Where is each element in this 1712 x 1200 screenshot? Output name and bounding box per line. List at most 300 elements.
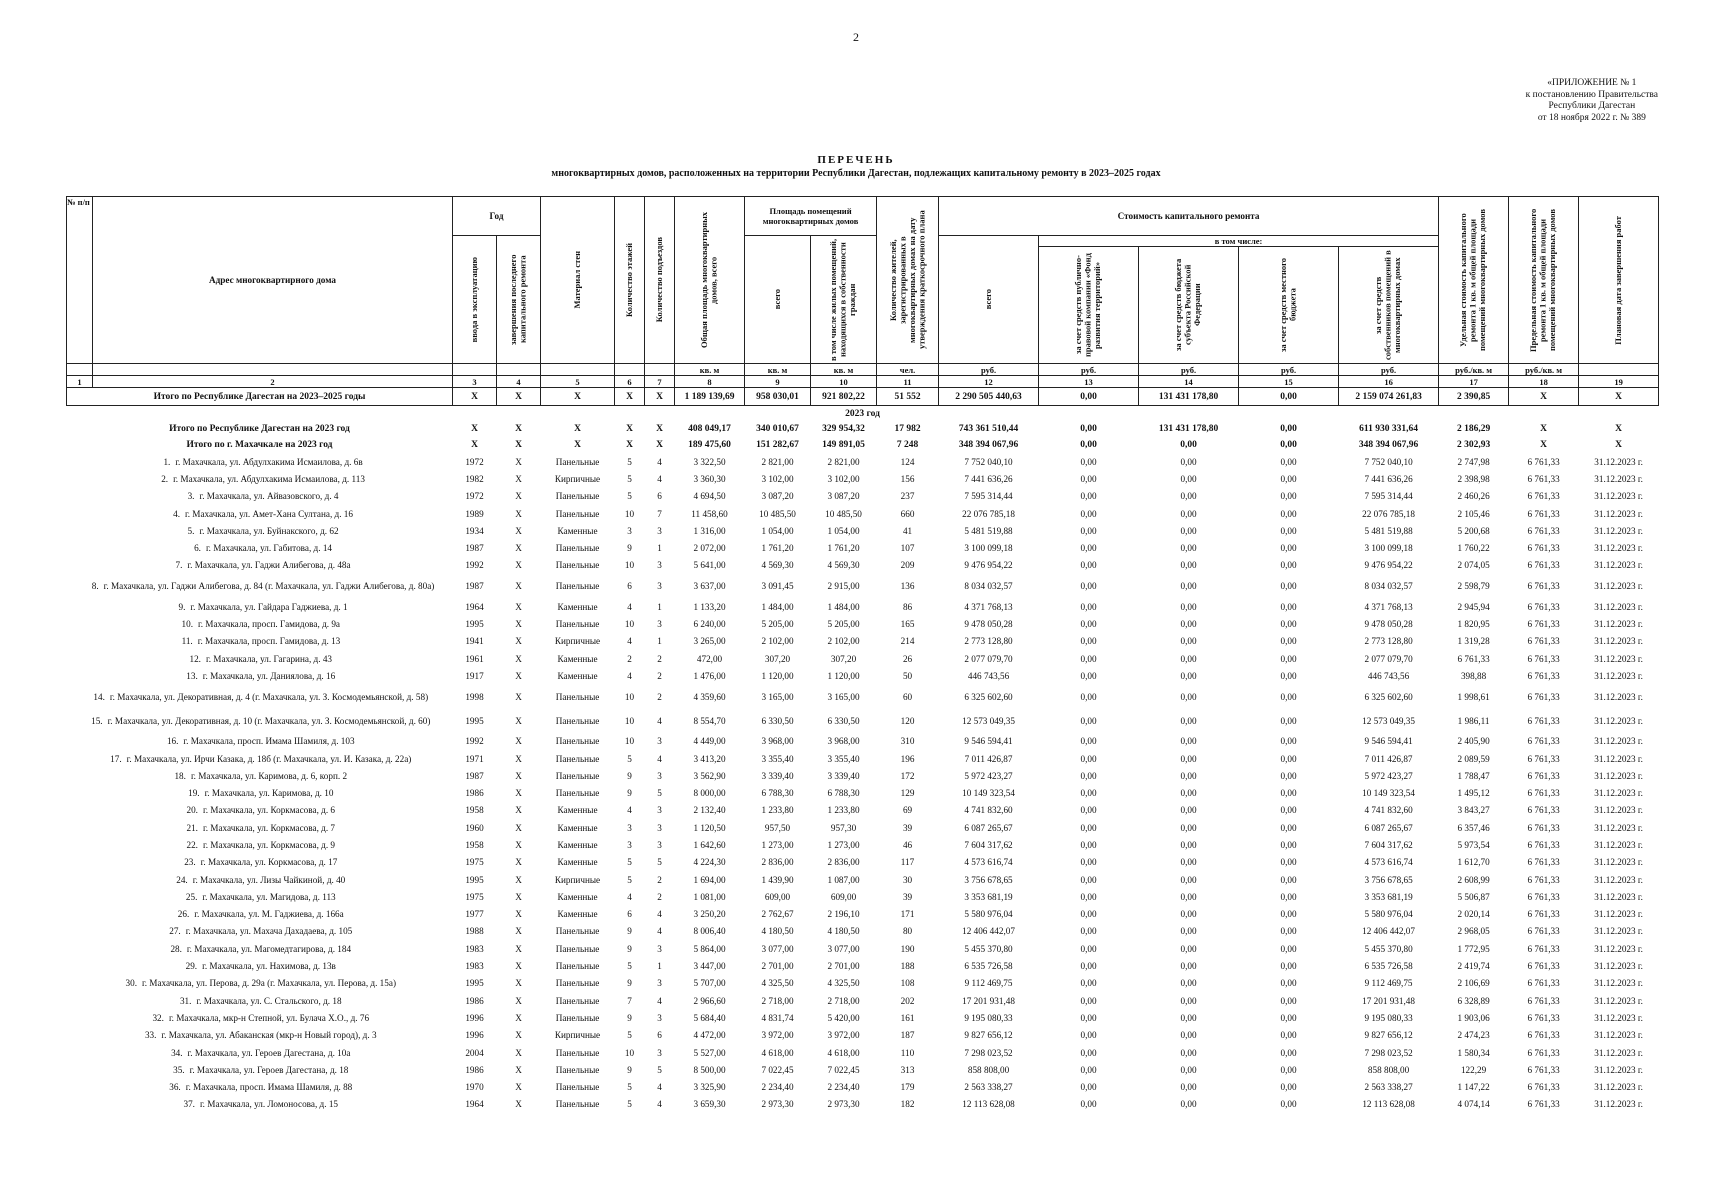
data-cell: 6 761,33 (1527, 926, 1560, 937)
unit-cell: чел. (877, 364, 939, 376)
data-cell: 1 (657, 543, 662, 554)
data-cell: 5 641,00 (693, 560, 726, 571)
total-cell: X (626, 440, 633, 450)
data-cell: X (515, 909, 522, 920)
data-cell: 2 915,00 (827, 581, 860, 592)
data-cell: 307,20 (764, 653, 791, 664)
address-cell (67, 650, 453, 667)
data-cell: 22 076 785,18 (962, 508, 1015, 519)
column-number-cell: 12 (939, 376, 1039, 388)
data-cell: 7 022,45 (761, 1064, 794, 1075)
address-text: г. Махачкала, ул. М. Гаджиева, д. 166а (194, 909, 344, 920)
table-row (67, 470, 1659, 487)
table-row (67, 1044, 1659, 1061)
total-cell: X (471, 424, 478, 434)
data-cell: 0,00 (1180, 508, 1197, 519)
data-cell: 4 (627, 636, 632, 647)
data-cell: 1 986,11 (1457, 715, 1490, 726)
column-number-cell: 1 (67, 376, 93, 388)
data-cell: 6 761,33 (1527, 543, 1560, 554)
data-cell: Каменные (557, 857, 598, 868)
data-cell: 2 106,69 (1457, 978, 1490, 989)
data-cell: 0,00 (1280, 653, 1297, 664)
data-cell: 31.12.2023 г. (1594, 715, 1643, 726)
address-cell (67, 1009, 453, 1026)
data-cell: 3 (657, 822, 662, 833)
data-cell: 0,00 (1180, 1012, 1197, 1023)
data-cell: 6 761,33 (1527, 1030, 1560, 1041)
data-cell: X (515, 926, 522, 937)
data-cell: 0,00 (1280, 601, 1297, 612)
table-row (67, 1096, 1659, 1113)
data-cell: 69 (902, 805, 913, 816)
data-cell: 9 112 469,75 (1364, 978, 1413, 989)
table-row (67, 709, 1659, 733)
data-cell: 7 441 636,26 (1364, 473, 1413, 484)
data-cell: 1 273,00 (761, 839, 794, 850)
data-cell: 2 821,00 (827, 456, 860, 467)
data-cell: 0,00 (1280, 788, 1297, 799)
address-text: г. Махачкала, ул. Декоративная, д. 4 (г. Махачкала, ул. З. Космодемьянской, д. 58) (109, 691, 429, 702)
address-text: г. Махачкала, мкр-н Степной, ул. Булача Х.О., д. 76 (168, 1012, 370, 1023)
data-cell: 0,00 (1080, 491, 1097, 502)
row-number: 3. (187, 491, 195, 502)
data-cell: 2 836,00 (827, 857, 860, 868)
data-cell: 31.12.2023 г. (1594, 653, 1643, 664)
address-cell (67, 598, 453, 615)
table-row (67, 940, 1659, 957)
data-cell: 2 (657, 691, 662, 702)
data-cell: 2 020,14 (1457, 909, 1490, 920)
data-cell: 4 (627, 601, 632, 612)
data-cell: 858 808,00 (1367, 1064, 1410, 1075)
data-cell: 1986 (465, 788, 484, 799)
data-cell: 6 761,33 (1527, 1047, 1560, 1058)
data-cell: 0,00 (1280, 753, 1297, 764)
data-cell: 179 (900, 1082, 915, 1093)
row-number: 26. (177, 909, 190, 920)
data-cell: 5 (627, 1099, 632, 1110)
column-number-cell: 19 (1579, 376, 1659, 388)
data-cell: 6 788,30 (761, 788, 794, 799)
data-cell: 26 (902, 653, 913, 664)
data-cell: 9 (627, 943, 632, 954)
data-cell: 4 (627, 805, 632, 816)
data-cell: 0,00 (1180, 581, 1197, 592)
data-cell: 1977 (465, 909, 484, 920)
data-cell: 3 (657, 770, 662, 781)
total-cell: X (1540, 440, 1548, 450)
data-cell: 10 485,50 (825, 508, 862, 519)
address-text: г. Махачкала, ул. Нахимова, д. 13в (202, 961, 336, 972)
col-header-cost-owners: за счет средств собственников помещений в многоквартирных домах (1339, 247, 1439, 364)
data-cell: 6 240,00 (693, 619, 726, 630)
data-cell: 0,00 (1080, 691, 1097, 702)
data-cell: 9 478 050,28 (1364, 619, 1413, 630)
data-cell: 9 546 594,41 (964, 736, 1013, 747)
data-cell: 0,00 (1280, 670, 1297, 681)
data-cell: X (515, 1099, 522, 1110)
data-cell: 1995 (465, 619, 484, 630)
data-cell: 39 (902, 822, 913, 833)
data-cell: 4 (657, 456, 662, 467)
data-cell: Панельные (555, 715, 600, 726)
address-text: г. Махачкала, ул. Габитова, д. 14 (205, 543, 333, 554)
total-cell: X (471, 440, 478, 450)
table-row (67, 992, 1659, 1009)
total-cell: 348 394 067,96 (1358, 440, 1419, 450)
data-cell: 0,00 (1180, 857, 1197, 868)
table-row (67, 522, 1659, 539)
data-cell: 5 973,54 (1457, 839, 1490, 850)
data-cell: 5 (627, 456, 632, 467)
data-cell: 5 (627, 753, 632, 764)
data-cell: 9 478 050,28 (964, 619, 1013, 630)
data-cell: 4 (657, 1099, 662, 1110)
col-header-cost-local: за счет средств местного бюджета (1239, 247, 1339, 364)
table-row (67, 1079, 1659, 1096)
row-number: 31. (179, 995, 192, 1006)
data-cell: 5 (627, 857, 632, 868)
data-cell: 6 761,33 (1527, 691, 1560, 702)
data-cell: 31.12.2023 г. (1594, 1012, 1643, 1023)
data-cell: 9 (627, 926, 632, 937)
data-cell: X (515, 961, 522, 972)
total-cell: 958 030,01 (745, 388, 811, 406)
table-row (67, 667, 1659, 684)
total-cell: X (656, 440, 663, 450)
data-cell: 0,00 (1180, 805, 1197, 816)
data-cell: 4 325,50 (761, 978, 794, 989)
data-cell: 1983 (465, 943, 484, 954)
data-cell: X (515, 857, 522, 868)
unit-cell (453, 364, 497, 376)
col-header-cost-fund: за счет средств публично-правовой компании «Фонд развития территорий» (1039, 247, 1139, 364)
data-cell: 4 569,30 (761, 560, 794, 571)
data-cell: 0,00 (1080, 891, 1097, 902)
data-cell: Панельные (555, 753, 600, 764)
data-cell: 0,00 (1280, 525, 1297, 536)
data-cell: 1 788,47 (1457, 770, 1490, 781)
data-cell: X (515, 581, 522, 592)
total-cell: X (515, 424, 522, 434)
address-text: г. Махачкала, ул. Амет-Хана Султана, д. 16 (184, 508, 353, 519)
data-cell: 5 (627, 491, 632, 502)
data-cell: 0,00 (1080, 670, 1097, 681)
table-row (67, 685, 1659, 709)
page-number: 2 (853, 30, 859, 44)
address-text: г. Махачкала, просп. Гамидова, д. 9а (197, 619, 341, 630)
data-cell: 4 (657, 1082, 662, 1093)
data-cell: 156 (900, 473, 915, 484)
row-number: 28. (170, 943, 182, 954)
address-cell (67, 906, 453, 923)
data-cell: 5 455 370,80 (1364, 943, 1413, 954)
data-cell: 1 319,28 (1457, 636, 1490, 647)
data-cell: X (515, 653, 522, 664)
data-cell: 3 (657, 1047, 662, 1058)
data-cell: 6 761,33 (1527, 619, 1560, 630)
data-cell: 8 034 032,57 (1364, 581, 1413, 592)
data-cell: 0,00 (1280, 978, 1297, 989)
table-row (67, 957, 1659, 974)
data-cell: X (515, 1082, 522, 1093)
data-cell: 2 773 128,80 (964, 636, 1013, 647)
data-cell: 2 608,99 (1457, 874, 1490, 885)
data-cell: 9 (627, 1012, 632, 1023)
data-cell: 3 077,00 (827, 943, 860, 954)
data-cell: 0,00 (1080, 736, 1097, 747)
data-cell: 187 (900, 1030, 915, 1041)
data-cell: 0,00 (1280, 822, 1297, 833)
unit-cell (645, 364, 675, 376)
col-header-num: № п/п (67, 197, 93, 364)
total-row-makhachkala-2023 (67, 437, 1659, 453)
data-cell: 858 808,00 (967, 1064, 1010, 1075)
data-cell: 17 201 931,48 (1362, 995, 1415, 1006)
total-cell: X (1509, 388, 1579, 406)
data-cell: 3 972,00 (827, 1030, 860, 1041)
data-cell: 0,00 (1280, 805, 1297, 816)
data-cell: 0,00 (1280, 770, 1297, 781)
address-text: г. Махачкала, ул. Абаканская (мкр-н Новый город), д. 3 (161, 1030, 377, 1041)
data-cell: 2 747,98 (1457, 456, 1490, 467)
data-cell: Панельные (555, 943, 600, 954)
data-cell: 2 (657, 874, 662, 885)
data-cell: 3 (627, 822, 632, 833)
data-cell: 8 554,70 (693, 715, 726, 726)
data-cell: 0,00 (1180, 473, 1197, 484)
data-cell: 3 (627, 839, 632, 850)
address-cell (67, 819, 453, 836)
data-cell: 31.12.2023 г. (1594, 543, 1643, 554)
row-number: 1. (163, 456, 171, 467)
data-cell: X (515, 995, 522, 1006)
row-number: 14. (93, 691, 105, 702)
data-cell: 2 701,00 (761, 961, 794, 972)
data-cell: 10 (624, 691, 635, 702)
data-cell: 2 072,00 (693, 543, 726, 554)
data-cell: 3 165,00 (761, 691, 794, 702)
data-cell: 3 968,00 (761, 736, 794, 747)
data-cell: X (515, 543, 522, 554)
row-number: 16. (166, 736, 179, 747)
total-cell: 0,00 (1039, 388, 1139, 406)
data-cell: 6 761,33 (1527, 874, 1560, 885)
total-cell: X (1540, 424, 1548, 434)
total-cell: 149 891,05 (822, 440, 865, 450)
data-cell: 0,00 (1080, 788, 1097, 799)
table-row (67, 906, 1659, 923)
data-cell: 10 (624, 619, 635, 630)
col-header-cost-federal: за счет средств бюджета субъекта Российской Федерации (1139, 247, 1239, 364)
column-number-cell: 11 (877, 376, 939, 388)
data-cell: 31.12.2023 г. (1594, 822, 1643, 833)
data-cell: 0,00 (1080, 857, 1097, 868)
data-cell: X (515, 1030, 522, 1041)
data-cell: 3 250,20 (693, 909, 726, 920)
data-cell: X (515, 753, 522, 764)
data-cell: 2 460,26 (1457, 491, 1490, 502)
total-cell: 2 302,93 (1456, 440, 1491, 450)
data-cell: 2 836,00 (761, 857, 794, 868)
data-cell: 0,00 (1280, 1099, 1297, 1110)
table-row (67, 819, 1659, 836)
data-cell: 0,00 (1280, 508, 1297, 519)
data-cell: 6 761,33 (1527, 788, 1560, 799)
data-cell: Панельные (555, 1047, 600, 1058)
data-cell: Панельные (555, 1082, 600, 1093)
address-cell (67, 557, 453, 574)
address-cell (67, 1079, 453, 1096)
col-header-cost-total: всего (939, 236, 1039, 364)
appendix-line-3: Республики Дагестан (1548, 101, 1636, 111)
data-cell: 7 298 023,52 (1364, 1047, 1413, 1058)
data-cell: 0,00 (1180, 670, 1197, 681)
data-cell: Панельные (555, 978, 600, 989)
data-cell: 6 761,33 (1457, 653, 1490, 664)
data-cell: 0,00 (1080, 560, 1097, 571)
address-text: г. Махачкала, ул. Айвазовского, д. 4 (199, 491, 339, 502)
data-cell: X (515, 978, 522, 989)
data-cell: 0,00 (1080, 1030, 1097, 1041)
total-cell: 131 431 178,80 (1158, 424, 1219, 434)
total-cell: 7 248 (896, 440, 919, 450)
data-cell: 1987 (465, 543, 484, 554)
data-cell: 0,00 (1280, 1082, 1297, 1093)
data-cell: 5 707,00 (693, 978, 726, 989)
data-cell: 165 (900, 619, 915, 630)
data-cell: 6 761,33 (1527, 943, 1560, 954)
data-cell: X (515, 525, 522, 536)
total-cell: X (615, 388, 645, 406)
data-cell: 3 447,00 (693, 961, 726, 972)
data-cell: Кирпичные (554, 636, 601, 647)
appendix-line-4: от 18 ноября 2022 г. № 389 (1537, 112, 1646, 123)
data-cell: 3 (657, 736, 662, 747)
address-cell (67, 574, 453, 598)
data-cell: 313 (900, 1064, 915, 1075)
data-cell: 4 (657, 473, 662, 484)
address-cell (67, 923, 453, 940)
data-cell: Панельные (555, 926, 600, 937)
data-cell: 3 562,90 (693, 770, 726, 781)
col-header-premises-area: Площадь помещений многоквартирных домов (745, 197, 877, 236)
row-number: 21. (186, 822, 198, 833)
data-cell: 5 205,00 (761, 619, 794, 630)
address-cell (67, 784, 453, 801)
column-number-cell: 10 (811, 376, 877, 388)
total-cell: 340 010,67 (756, 424, 799, 434)
document-subtitle: многоквартирных домов, расположенных на территории Республики Дагестан, подлежащих капитальному ремонту в 2023–2025 годах (551, 168, 1161, 179)
data-cell: 1 233,80 (761, 805, 794, 816)
total-cell: 17 982 (894, 424, 921, 434)
unit-cell: кв. м (745, 364, 811, 376)
data-cell: 446 743,56 (1367, 670, 1410, 681)
table-body (67, 388, 1659, 1114)
total-row-republic-2023 (67, 421, 1659, 437)
data-cell: 4 (657, 753, 662, 764)
data-cell: 6 761,33 (1527, 891, 1560, 902)
data-cell: 1 484,00 (827, 601, 860, 612)
address-text: г. Махачкала, ул. Гайдара Гаджиева, д. 1 (190, 601, 348, 612)
data-cell: Панельные (555, 619, 600, 630)
row-number: 35. (173, 1064, 185, 1075)
data-cell: 31.12.2023 г. (1594, 1099, 1643, 1110)
data-cell: 6 761,33 (1527, 491, 1560, 502)
data-cell: 1934 (465, 525, 484, 536)
data-cell: 12 113 628,08 (962, 1099, 1015, 1110)
data-cell: 6 087 265,67 (964, 822, 1013, 833)
data-cell: 31.12.2023 г. (1594, 691, 1643, 702)
data-cell: 3 102,00 (761, 473, 794, 484)
data-cell: 2 (657, 670, 662, 681)
data-cell: 0,00 (1280, 1047, 1297, 1058)
unit-cell: руб. (1239, 364, 1339, 376)
data-cell: 136 (900, 581, 915, 592)
data-cell: Панельные (555, 456, 600, 467)
data-cell: 4 (627, 670, 632, 681)
data-cell: Панельные (555, 788, 600, 799)
data-cell: 0,00 (1180, 839, 1197, 850)
data-cell: 31.12.2023 г. (1594, 788, 1643, 799)
data-cell: 2 701,00 (827, 961, 860, 972)
data-cell: 1 273,00 (827, 839, 860, 850)
table-row (67, 1009, 1659, 1026)
data-cell: 1 694,00 (693, 874, 726, 885)
data-cell: 2 718,00 (827, 995, 860, 1006)
address-cell (67, 750, 453, 767)
data-cell: 2 196,10 (827, 909, 860, 920)
data-cell: 4 (657, 909, 662, 920)
column-number-cell: 3 (453, 376, 497, 388)
data-cell: 4 180,50 (761, 926, 794, 937)
data-cell: 2 973,30 (827, 1099, 860, 1110)
address-text: г. Махачкала, ул. Коркмасова, д. 7 (202, 822, 336, 833)
data-cell: 41 (902, 525, 913, 536)
data-cell: 0,00 (1280, 1030, 1297, 1041)
data-cell: 9 (627, 1064, 632, 1075)
data-cell: 31.12.2023 г. (1594, 525, 1643, 536)
data-cell: 1 761,20 (827, 543, 860, 554)
address-cell (67, 733, 453, 750)
table-row (67, 453, 1659, 470)
data-cell: Панельные (555, 491, 600, 502)
total-row-republic-2023-2025 (67, 388, 1659, 406)
address-text: г. Махачкала, ул. Героев Дагестана, д. 18 (189, 1064, 349, 1075)
data-cell: 8 034 032,57 (964, 581, 1013, 592)
data-cell: 1998 (465, 691, 484, 702)
data-cell: 2 945,94 (1457, 601, 1490, 612)
data-cell: 9 476 954,22 (1364, 560, 1413, 571)
col-header-year-commission: ввода в эксплуатацию (453, 236, 497, 364)
data-cell: 2 405,90 (1457, 736, 1490, 747)
data-cell: 0,00 (1080, 961, 1097, 972)
data-cell: 6 761,33 (1527, 715, 1560, 726)
unit-cell: руб. (1339, 364, 1439, 376)
data-cell: 1 081,00 (693, 891, 726, 902)
data-cell: 2 (627, 653, 632, 664)
data-cell: 31.12.2023 г. (1594, 581, 1643, 592)
data-cell: 3 087,20 (761, 491, 794, 502)
data-cell: 1 316,00 (693, 525, 726, 536)
total-label: Итого по г. Махачкале на 2023 год (186, 440, 333, 450)
col-header-cost: Стоимость капитального ремонта (939, 197, 1439, 236)
data-cell: 172 (900, 770, 915, 781)
data-cell: 3 102,00 (827, 473, 860, 484)
data-cell: 196 (900, 753, 915, 764)
total-cell: 408 049,17 (688, 424, 731, 434)
